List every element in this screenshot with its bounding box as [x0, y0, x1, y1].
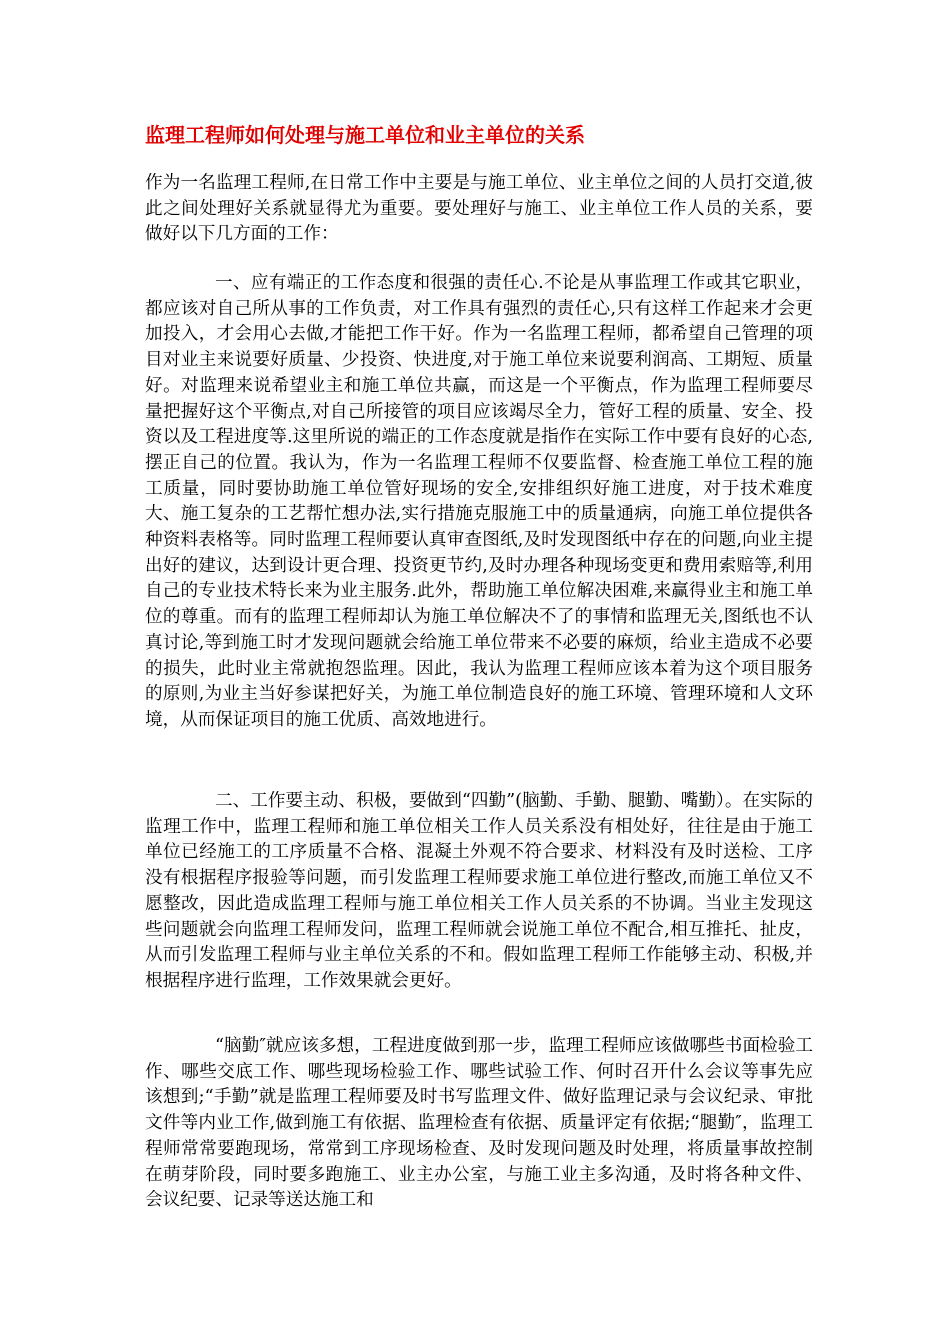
document-title: 监理工程师如何处理与施工单位和业主单位的关系 — [145, 123, 585, 147]
paragraph-section-two: 二、工作要主动、积极，要做到“四勤”(脑勤、手勤、腿勤、嘴勤）。在实际的监理工作中，监理工程师和施工单位相关工作人员关系没有相处好，往往是由于施工单位已经施工的工序质量不合格、混凝土外观不符合要求、材料没有及时送检、工序没有根据程序报验等问题，而引发监理工程师要求施工单位进行整改,而施工单位又不愿整改，因此造成监理工程师与施工单位相关工作人员关系的不协调。当业主发现这些问题就会向监理工程师发问，监理工程师就会说施工单位不配合,相互推托、扯皮，从而引发监理工程师与业主单位关系的不和。假如监理工程师工作能够主动、积极,并根据程序进行监理，工作效果就会更好。 — [145, 791, 813, 991]
paragraph-intro: 作为一名监理工程师,在日常工作中主要是与施工单位、业主单位之间的人员打交道,彼此之间处理好关系就显得尤为重要。要处理好与施工、业主单位工作人员的关系，要做好以下几方面的工作： — [145, 173, 813, 245]
paragraph-four-diligences: “脑勤″就应该多想，工程进度做到那一步，监理工程师应该做哪些书面检验工作、哪些交底工作、哪些现场检验工作、哪些试验工作、何时召开什么会议等事先应该想到;“手勤”就是监理工程师要及时书写监理文件、做好监理记录与会议纪录、审批文件等内业工作,做到施工有依据、监理检查有依据、质量评定有依据;“腿勤″，监理工程师常常要跑现场，常常到工序现场检查、及时发现问题及时处理，将质量事故控制在萌芽阶段，同时要多跑施工、业主办公室，与施工业主多沟通，及时将各种文件、会议纪要、记录等送达施工和 — [145, 1036, 813, 1211]
paragraph-section-one: 一、应有端正的工作态度和很强的责任心.不论是从事监理工作或其它职业，都应该对自己所从事的工作负责，对工作具有强烈的责任心,只有这样工作起来才会更加投入，才会用心去做,才能把工作干好。作为一名监理工程师，都希望自己管理的项目对业主来说要好质量、少投资、快进度,对于施工单位来说要利润高、工期短、质量好。对监理来说希望业主和施工单位共赢，而这是一个平衡点，作为监理工程师要尽量把握好这个平衡点,对自己所接管的项目应该竭尽全力，管好工程的质量、安全、投资以及工程进度等.这里所说的端正的工作态度就是指作在实际工作中要有良好的心态,摆正自己的位置。我认为，作为一名监理工程师不仅要监督、检查施工单位工程的施工质量，同时要协助施工单位管好现场的安全,安排组织好施工进度，对于技术难度大、施工复杂的工艺帮忙想办法,实行措施克服施工中的质量通病，向施工单位提供各种资料表格等。同时监理工程师要认真审查图纸,及时发现图纸中存在的问题,向业主提出好的建议，达到设计更合理、投资更节约,及时办理各种现场变更和费用索赔等,利用自己的专业技术特长来为业主服务.此外，帮助施工单位解决困难,来赢得业主和施工单位的尊重。而有的监理工程师却认为施工单位解决不了的事情和监理无关,图纸也不认真讨论,等到施工时才发现问题就会给施工单位带来不必要的麻烦，给业主造成不必要的损失，此时业主常就抱怨监理。因此，我认为监理工程师应该本着为这个项目服务的原则,为业主当好参谋把好关，为施工单位制造良好的施工环境、管理环境和人文环境，从而保证项目的施工优质、高效地进行。 — [145, 273, 813, 730]
